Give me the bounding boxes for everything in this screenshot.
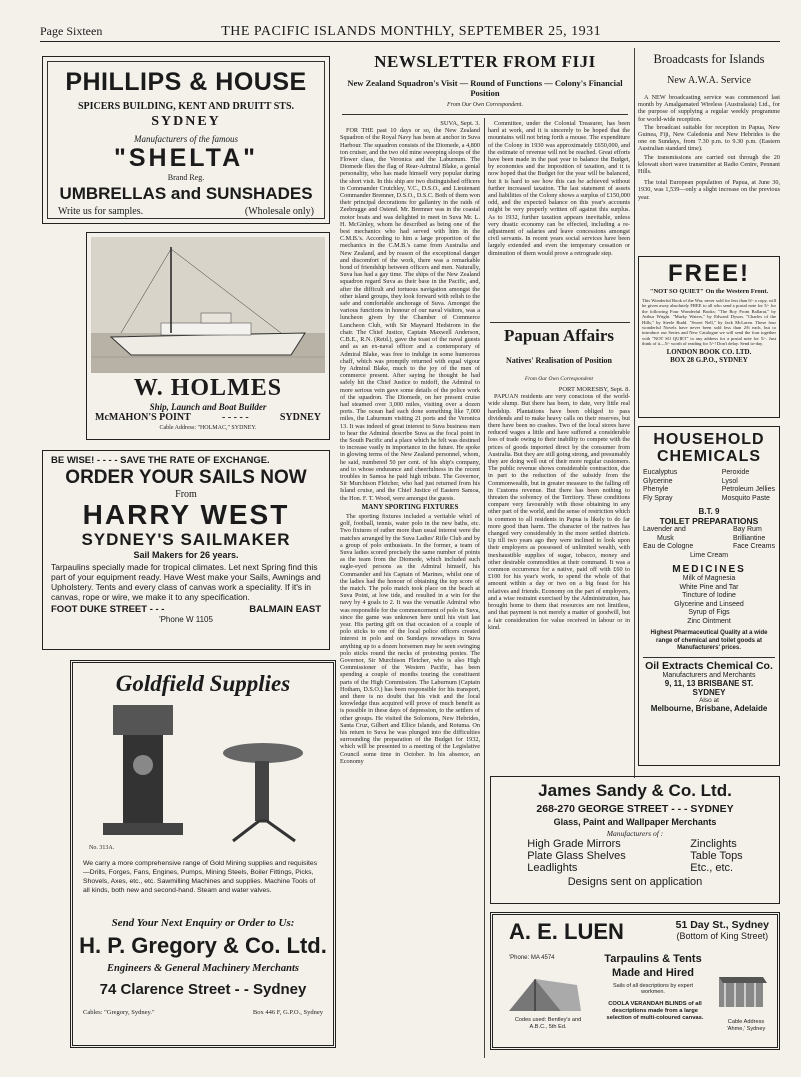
holmes-cable: Cable Address: "HOLMAC," SYDNEY.: [159, 425, 257, 431]
household-also: Also at: [699, 696, 719, 704]
launch-photo: [91, 237, 325, 373]
sandy-right-list: Zinclights Table Tops Etc., etc.: [690, 838, 743, 874]
fiji-column-1: [340, 120, 480, 1055]
fiji-col2: Committee, under the Colonial Treasurer, has been hard at work, and it is sincerely to be hoped that the mountains will not bring forth a mouse. The expenditure of the Colony in 1930 was approximately £650,000, and the estimate of revenue will not be reached. Great efforts have been made in the past year to balance the Budget, by economies and the imposition of taxation, and it is now hoped that the Budget for the year will be balanced, but it is hard to see how this can be achieved without further increased taxation. The last statement of assets and liabilities of the Colony shows a surplus of £150,000 odd, and the expected balance on this year's accounts might be very properly written off against this surplus. As to 1932, further taxation appears inevitable, unless very drastic economy can be effected, including a re-adjustment of salaries and leave concessions amongst civil servants. In recent years social services have been largely extended and even the temporary cessation or diminution of them would prove a retrograde step.: [488, 120, 630, 257]
goldfield-caption: No. 313A.: [89, 845, 115, 851]
free-address: BOX 28 G.P.O., SYDNEY: [670, 355, 748, 364]
tent-illustration: [505, 971, 585, 1015]
harrywest-from: From: [175, 489, 197, 500]
household-bt9: B.T. 9: [698, 507, 720, 516]
luen-name: A. E. LUEN: [509, 919, 624, 944]
ad-james-sandy: [490, 776, 780, 904]
household-right-list: Peroxide Lysol Petroleum Jellies Mosquito Paste: [721, 469, 775, 502]
phillips-name: PHILLIPS & HOUSE: [65, 68, 307, 96]
luen-codes: Codes used: Bentley's and A.B.C., 5th Ed.: [514, 1017, 582, 1030]
luen-cable: Cable Address 'Ahme,' Sydney: [726, 1019, 766, 1032]
broadcasts-heading: Broadcasts for Islands: [653, 52, 765, 66]
luen-address2: (Bottom of King Street): [676, 931, 769, 941]
goldfield-body: We carry a more comprehensive range of Gold Mining supplies and requisites—Drills, Forges, Fans, Engines, Pumps, Mining Steels, Boiler Fittings, Picks, Shovels, Axes, etc., etc. Sawmilling Machines and supplies. Machine Tools of all kinds, both new and second-hand. Steam and water valves.: [83, 860, 318, 894]
phillips-samples: Write us for samples.: [58, 206, 144, 217]
phillips-brand: "SHELTA": [114, 144, 258, 172]
fiji-subhead-sporting: MANY SPORTING FIXTURES: [361, 502, 459, 511]
free-company: LONDON BOOK CO. LTD.: [666, 347, 752, 356]
goldfield-cables: Cables: "Gregory, Sydney.": [83, 1009, 155, 1016]
phillips-city: SYDNEY: [151, 114, 221, 129]
phillips-wholesale: (Wholesale only): [244, 206, 314, 217]
household-toilet-right: Bay Rum Brilliantine Face Creams: [732, 526, 775, 550]
household-toilet: TOILET PREPARATIONS: [659, 516, 759, 526]
harrywest-years: Sail Makers for 26 years.: [133, 550, 239, 560]
luen-phone: 'Phone: MA 4574: [509, 955, 555, 961]
sandy-address: 268-270 GEORGE STREET - - - SYDNEY: [536, 803, 734, 815]
household-left-list: Eucalyptus Glycerine Phenyle Fly Spray: [643, 469, 678, 502]
luen-sails: Sails of all descriptions by expert workmen.: [612, 983, 694, 995]
sandy-left-list: High Grade Mirrors Plate Glass Shelves Leadlights: [527, 838, 626, 874]
sandy-makers: Manufacturers of :: [606, 829, 664, 838]
fiji-heading: NEWSLETTER FROM FIJI: [374, 52, 596, 71]
ad-phillips-house: [42, 56, 330, 224]
harrywest-addr-left: FOOT DUKE STREET - - -: [51, 604, 165, 615]
household-branches: Melbourne, Brisbane, Adelaide: [650, 703, 768, 713]
ad-ae-luen: [490, 912, 780, 1050]
page-number: Page Sixteen: [40, 24, 103, 38]
phillips-products: UMBRELLAS and SUNSHADES: [59, 184, 313, 203]
household-heading1: HOUSEHOLD: [653, 431, 765, 448]
ad-harry-west: [42, 450, 330, 650]
free-heading: FREE!: [668, 260, 750, 287]
phillips-address: SPICERS BUILDING, KENT AND DRUITT STS.: [77, 101, 295, 112]
broadcasts-body2: The broadcast suitable for reception in Papua, New Guinea, Fiji, New Caledonia and New Hebrides is the one on Sundays, from 7.30 p.m. to 9.30 p.m. (Eastern Australian standard time).: [638, 123, 780, 153]
household-lime: Lime Cream: [689, 551, 729, 559]
goldfield-box: Box 446 F, G.P.O., Sydney: [252, 1009, 323, 1016]
page-header: [40, 22, 780, 42]
harrywest-name: HARRY WEST: [82, 499, 290, 530]
papuan-column: [488, 386, 630, 766]
papuan-byline: From Our Own Correspondent: [524, 376, 594, 382]
ad-household-chemicals: [638, 426, 780, 766]
papuan-dateline: PORT MORESBY, Sept. 8.: [558, 386, 630, 393]
goldfield-address: 74 Clarence Street - - Sydney: [99, 981, 307, 998]
broadcasts-body4: The total European population of Papua, at June 30, 1930, was 1,539—only a slight increase on the previous year.: [638, 179, 780, 201]
broadcasts-subheading: New A.W.A. Service: [667, 75, 751, 86]
sandy-designs: Designs sent on application: [567, 876, 703, 888]
holmes-location-right: SYDNEY: [279, 412, 321, 423]
harrywest-body: Tarpaulins specially made for tropical climates. Let next Spring find this part of your equipment ready. Have West make your Sails, Awnings and Upholstery. Tents and every class of canvas work a speciality. If it's in canvas, rope or wire, we make it to any specification.: [51, 562, 321, 602]
fiji-col1b: The sporting fixtures included a veritable whirl of golf, football, tennis, water polo in the new baths, etc. Two fixtures of rather more than usual interest were the matches arranged by the Suva Ladies' Rifle Club and by a group of polo enthusiasts. In the former, a team of Suva ladies scored precisely the same number of points as the team from the Diomede, which included such eagle-eyed persons as the Admiral himself, his Commander and his Captain of Marines, whilst one of the ladies had the honour of obtaining the top score of the match. The polo match took place on the beach at Suva Point, at low tide, and resulted in a win for the navy by 4 goals to 2. It was the versatile Admiral who was responsible for the commencement of polo in Suva, since the game was unknown here until his visit last year. His parting gift on that occasion of a couple of polo sticks to one of the local police officers created interest in polo and on Sundays nowadays in Suva anything up to a dozen horsemen may be seen swinging polo sticks round the necks of protesting ponies. The Governor, Sir Murchison Fletcher, who is also High Commissioner of the Western Pacific, has been spending a couple of months touring the constituent parts of the High Commission. The Laburnum (Captain Hotham, D.S.O.) has been responsible for his transport, and there is no doubt that his visit and the local knowledge thus acquired will prove of much benefit as is possible in these days of depression, to the settlers of other groups. He visited the Solomons, New Hebrides, Santa Cruz, Gilbert and Ellice Islands, and Rotuma. On his return to Suva he was plunged into the difficulties surrounding the preparation of the Budget for 1932, which will be presented to a meeting of the Legislative Council some time in October. In his absence, an Economy: [340, 512, 480, 765]
goldfield-send: Send Your Next Enquiry or Order to Us:: [111, 917, 295, 929]
harrywest-addr-right: BALMAIN EAST: [249, 604, 321, 615]
fiji-byline: From Our Own Correspondent.: [447, 102, 523, 108]
papuan-heading: Papuan Affairs: [503, 326, 615, 345]
fiji-subheading: New Zealand Squadron's Visit — Round of Functions — Colony's Financial Position: [347, 78, 623, 98]
household-company: Oil Extracts Chemical Co.: [645, 659, 773, 672]
goldfield-company: H. P. Gregory & Co. Ltd.: [79, 933, 327, 958]
luen-tagline1: Tarpaulins & Tents: [604, 953, 702, 965]
phillips-makers: Manufacturers of the famous: [134, 134, 238, 144]
holmes-name: W. HOLMES: [133, 375, 283, 401]
ad-goldfield-supplies: [70, 660, 336, 1048]
luen-tagline2: Made and Hired: [612, 967, 694, 979]
household-heading2: CHEMICALS: [656, 448, 762, 465]
phillips-brand-reg: Brand Reg.: [167, 173, 205, 182]
household-city: SYDNEY: [692, 687, 726, 697]
blind-illustration: [715, 971, 769, 1015]
luen-address1: 51 Day St., Sydney: [675, 919, 769, 931]
goldfield-title: Goldfield Supplies: [115, 671, 291, 696]
household-medicines: MEDICINES: [672, 564, 746, 575]
ad-w-holmes: W. HOLMES Ship, Launch and Boat Builder McMAHON'S POINT - - - - - SYDNEY Cable Address: "HOLMAC," SYDNEY.: [86, 232, 330, 440]
household-toilet-left: Lavender and Musk Eau de Cologne: [643, 526, 694, 550]
holmes-location-left: McMAHON'S POINT: [95, 412, 191, 423]
free-subheading: "NOT SO QUIET" On the Western Front.: [649, 288, 769, 295]
luen-blinds: COOLA VERANDAH BLINDS of all descriptions made from a large selection of multi-coloured canvas.: [606, 1001, 704, 1021]
household-quality: Highest Pharmaceutical Quality at a wide range of chemical and toilet goods at Manufacturers' prices.: [650, 630, 768, 651]
papuan-body: PAPUAN residents are very conscious of the world-wide slump. But there has been, to date, very little real hardship. Plantations have been obliged to pass dividends and to make heavy calls on their reserves, but there have been no crashes. Two of the local stores have reduced wages a little and have suffered a considerable loss of trade owing to their inability to compete with the prices of goods imported direct by the consumer from Australia. But they are still going strong, and presumably they are doing well out of their more regular customers. The public revenue shows considerable contraction, due in part to the reduction of the subsidy from the Commonwealth, but in greater measure to the falling off in Customs revenue. But there has been nothing to threaten the solvency of the Territory. These conditions compare very favourably with those obtaining in any other part of the world, and the sense of restriction which is common to all residents in Papua is likely to do far more good than harm. The character of the natives has changed very considerably in the more settled districts. Up till two years ago they were inclined to look upon their employers as possessed of unlimited wealth, with inexhaustible supplies of sugar, tobacco, money and other desirable commodities at their command. It was a common occurrence for a native, paid off with £60 to £100 for his year's work, to spend the whole of that amount within a day or two on a big feast for his relatives and friends. Economy on the part of employers, and a wise restraint exercised by the Administration, has brought home to them that resources are not limitless, and that payment is not merely a matter of goodwill, but a fair consideration for value received in labour or in kind.: [488, 393, 630, 631]
harrywest-bewise: BE WISE! - - - - SAVE THE RATE OF EXCHANGE.: [51, 455, 270, 466]
harrywest-tagline: SYDNEY'S SAILMAKER: [81, 530, 291, 549]
harrywest-phone: 'Phone W 1105: [159, 615, 213, 624]
fiji-column-2: [488, 120, 630, 300]
ad-free-book: [638, 256, 780, 418]
broadcasts-column: [638, 94, 780, 246]
holmes-trade: Ship, Launch and Boat Builder: [149, 402, 267, 412]
free-body: This Wonderful Book of the War, never sold for less than 6/- a copy, will be given away absolutely FREE to all who send a postal note for 5/- for the following Four Wonderful Books: "The Boy From Ballarat," by Arthur Wright. "Murky Waters," by Edward Dyson. "Charles of the Hills," by Steele Rudd. "Sweet Nell," by Jack McLaren. These four wonderful Novels have never been sold less than 2/6 each, but to introduce our Series and New Catalogue we will send the four together with "NOT SO QUIET" to any address for a postal note for 5/-. Just think of it—5/- worth of reading for 5/-! Don't delay. Send to-day.: [642, 298, 776, 347]
sandy-name: James Sandy & Co. Ltd.: [538, 781, 732, 800]
broadcasts-body3: The transmissions are carried out through the 20 kilowatt short wave transmitter at Radio Centre, Pennant Hills.: [638, 153, 780, 176]
household-med-list: Milk of Magnesia White Pine and Tar Tincture of Iodine Glycerine and Linseed Syrup of Figs Zinc Ointment: [674, 575, 744, 625]
household-address: 9, 11, 13 BRISBANE ST.: [664, 678, 754, 688]
publication-title: THE PACIFIC ISLANDS MONTHLY, SEPTEMBER 25, 1931: [221, 23, 602, 39]
broadcasts-body1: A NEW broadcasting service was commenced last month by Amalgamated Wireless (Australasia) Ltd., for the purpose of supplying a regular weekly programme for world-wide reception.: [638, 94, 780, 123]
fiji-col1a: FOR THE past 10 days or so, the New Zealand Squadron of the Royal Navy has been at anchor in Suva Harbour. The squadron consists of the Diomede, a 4,800 ton cruiser, and the two old mine sweeping sloops of the Flower class, the Veronica and the Laburnum. The Diomede flies the flag of Rear-Admiral Blake, a genial personality, who has made himself very popular during the short visit. In this ship are two distinguished officers in Commander Crutchley, V.C., D.S.O., and Lieutenant Commander Bremner, D.S.O., D.S.C. Both of them won their principal decorations for gallantry in the raids of Zeebrugge and Ostend. Mr. Bremner was in the coastal motor boats and was delighted to meet in Suva Mr. L. H. McGinley, whom he described as being one of the best mechanics who had served with him in the C.M.B.'s. According to him a large proportion of the mechanics in the C.M.B.'s came from Australia and New Zealand, and by reason of the exceptional danger and discomfort of the work, there was a remarkable bond of friendship between officers and men. Naturally, Suva has had a gay time. The ships of the New Zealand squadron regard Suva as their base in the Pacific, and, after the difficult and tortuous navigation amongst the other island groups, they look forward with relish to the safe and comfortable anchorage of Suva. Amongst the various functions in honour of our naval visitors, was a luncheon given by the Chamber of Commerce Luncheon Club, with Sir Maynard Hedstrom in the chair. The Chief Justice, Captain Maxwell Anderson, C.B.E., R.N. (Retd.), gave the toast of the naval guests and as an ex-naval officer and a contemporary of Admiral Blake, was free to indulge in some humorous chaff, which was promptly returned with equal vigour by Admiral Blake, much to the joy of the men of commerce present. After saying he thought he had safely hit the Chief Justice to midoff, the Admiral to more serious vein gave some details of the police work of the squadron. The Diomede, on her present cruise had steamed over 3,000 miles, visiting over a dozen ports. The ocean had each done something like 7,000 miles, the Laburnum visiting 21 ports and the Veronica 13. It was indeed of great interest to Suva business men to hear the Admiral describe Suva as the focal point in the South Pacific and a place which he felt was destined to increase vastly in importance in the future. He spoke in glowing terms of the New Zealand personnel, whom, he said, numbered 50 per cent. of his ship's company, and to whose endurance and cheerfulness in the recent troubles in Samoa he paid high tribute. The Governor, Sir Murchison Fletcher, who had just returned from his Island cruise, and the Chief Justice of Eastern Samoa, the Hon. F. T. Wood, were amongst the guests.: [340, 127, 480, 502]
papuan-subheading: Natives' Realisation of Position: [506, 356, 612, 365]
fiji-dateline: SUVA, Sept. 3.: [440, 120, 480, 127]
goldfield-trade: Engineers & General Machinery Merchants: [107, 963, 299, 974]
sandy-trade: Glass, Paint and Wallpaper Merchants: [553, 817, 717, 827]
harrywest-order: ORDER YOUR SAILS NOW: [65, 467, 307, 488]
drill-machine-illustration: [83, 705, 327, 845]
household-trade: Manufacturers and Merchants: [662, 671, 756, 679]
